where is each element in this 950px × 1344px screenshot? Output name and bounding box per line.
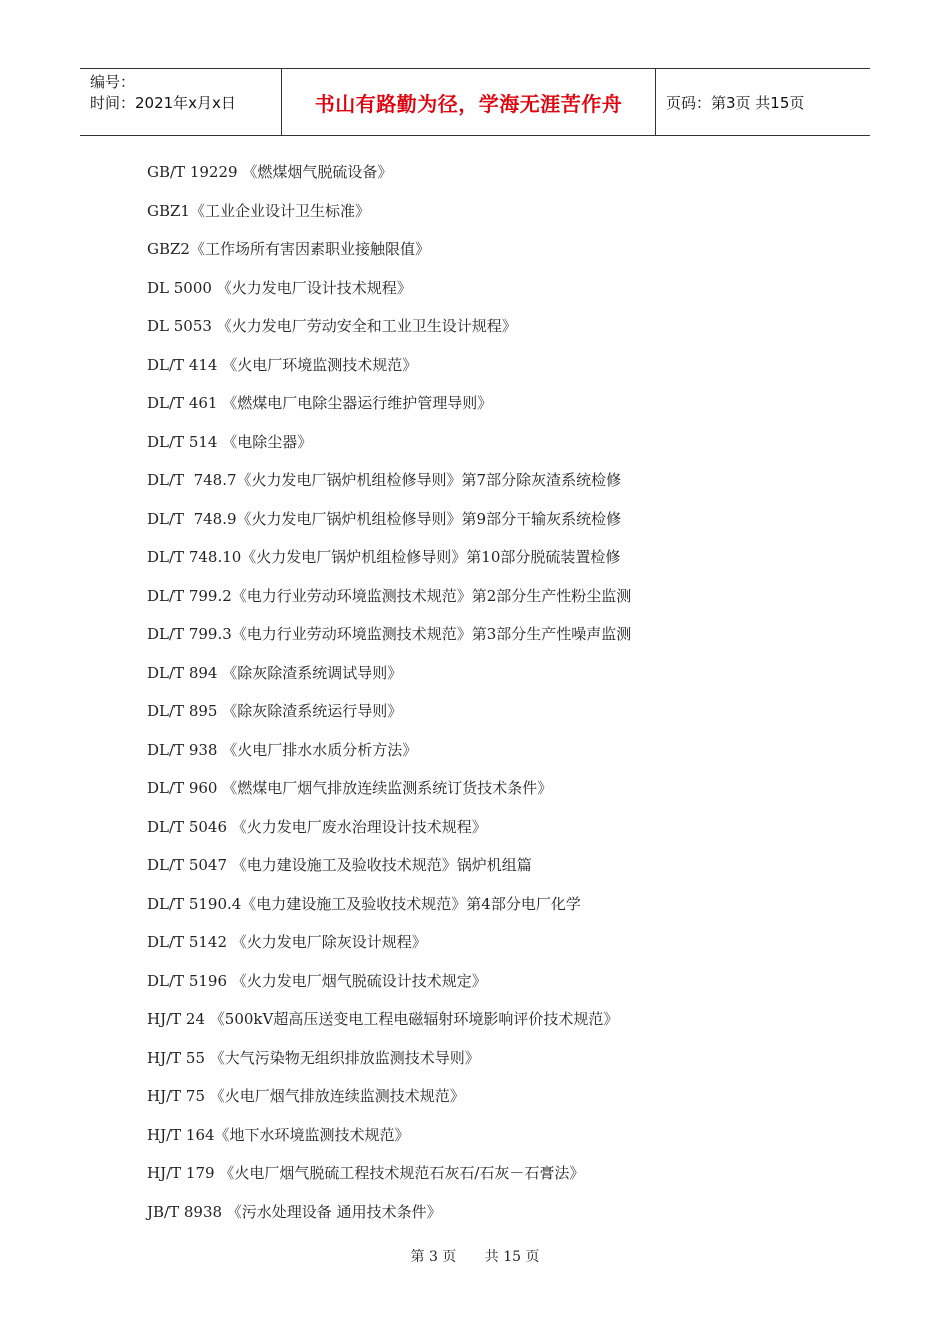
list-item: DL/T 938 《火电厂排水水质分析方法》 xyxy=(147,740,418,759)
list-item: DL 5053 《火力发电厂劳动安全和工业卫生设计规程》 xyxy=(147,317,517,335)
list-item: DL/T 799.3《电力行业劳动环境监测技术规范》第3部分生产性噪声监测 xyxy=(147,625,632,643)
list-item: GBZ2《工作场所有害因素职业接触限值》 xyxy=(147,240,430,258)
list-item: DL/T 748.9《火力发电厂锅炉机组检修导则》第9部分干输灰系统检修 xyxy=(147,509,622,528)
list-item: DL 5000 《火力发电厂设计技术规程》 xyxy=(147,278,412,297)
footer-page-number: 第 3 页 xyxy=(410,1249,457,1265)
list-item: DL/T 895 《除灰除渣系统运行导则》 xyxy=(147,702,403,720)
list-item: DL/T 5190.4《电力建设施工及验收技术规范》第4部分电厂化学 xyxy=(147,894,581,913)
footer-page-total: 共 15 页 xyxy=(484,1249,540,1265)
list-item: DL/T 414 《火电厂环境监测技术规范》 xyxy=(147,355,418,374)
list-item: DL/T 5142 《火力发电厂除灰设计规程》 xyxy=(147,933,427,951)
list-item: DL/T 748.7《火力发电厂锅炉机组检修导则》第7部分除灰渣系统检修 xyxy=(147,471,622,489)
header-motto: 书山有路勤为径，学海无涯苦作舟 xyxy=(282,69,656,135)
list-item: DL/T 514 《电除尘器》 xyxy=(147,432,313,451)
list-item: HJ/T 55 《大气污染物无组织排放监测技术导则》 xyxy=(147,1048,480,1067)
header-meta xyxy=(80,69,282,135)
list-item: DL/T 960 《燃煤电厂烟气排放连续监测系统订货技术条件》 xyxy=(147,779,553,797)
page-footer xyxy=(0,1246,950,1266)
list-item: GBZ1《工业企业设计卫生标准》 xyxy=(147,201,370,220)
list-item: HJ/T 24 《500kV超高压送变电工程电磁辐射环境影响评价技术规范》 xyxy=(147,1010,619,1028)
list-item: HJ/T 75 《火电厂烟气排放连续监测技术规范》 xyxy=(147,1087,465,1105)
list-item: DL/T 748.10《火力发电厂锅炉机组检修导则》第10部分脱硫装置检修 xyxy=(147,548,621,566)
list-item: DL/T 799.2《电力行业劳动环境监测技术规范》第2部分生产性粉尘监测 xyxy=(147,586,632,605)
reference-standards-list xyxy=(147,161,631,1239)
list-item: GB/T 19229 《燃煤烟气脱硫设备》 xyxy=(147,163,393,181)
list-item: DL/T 5047 《电力建设施工及验收技术规范》锅炉机组篇 xyxy=(147,856,532,874)
list-item: JB/T 8938 《污水处理设备 通用技术条件》 xyxy=(147,1202,442,1221)
header-page-label: 页码：第3页 共15页 xyxy=(666,93,805,112)
list-item: HJ/T 164《地下水环境监测技术规范》 xyxy=(147,1125,410,1144)
document-number-label: 编号： xyxy=(90,73,136,91)
list-item: HJ/T 179 《火电厂烟气脱硫工程技术规范石灰石/石灰－石膏法》 xyxy=(147,1164,585,1182)
list-item: DL/T 5046 《火力发电厂废水治理设计技术规程》 xyxy=(147,817,487,836)
page-header xyxy=(80,68,870,136)
list-item: DL/T 5196 《火力发电厂烟气脱硫设计技术规定》 xyxy=(147,971,487,990)
document-time-label: 时间：2021年x月x日 xyxy=(90,94,236,112)
list-item: DL/T 894 《除灰除渣系统调试导则》 xyxy=(147,663,403,682)
list-item: DL/T 461 《燃煤电厂电除尘器运行维护管理导则》 xyxy=(147,394,493,412)
